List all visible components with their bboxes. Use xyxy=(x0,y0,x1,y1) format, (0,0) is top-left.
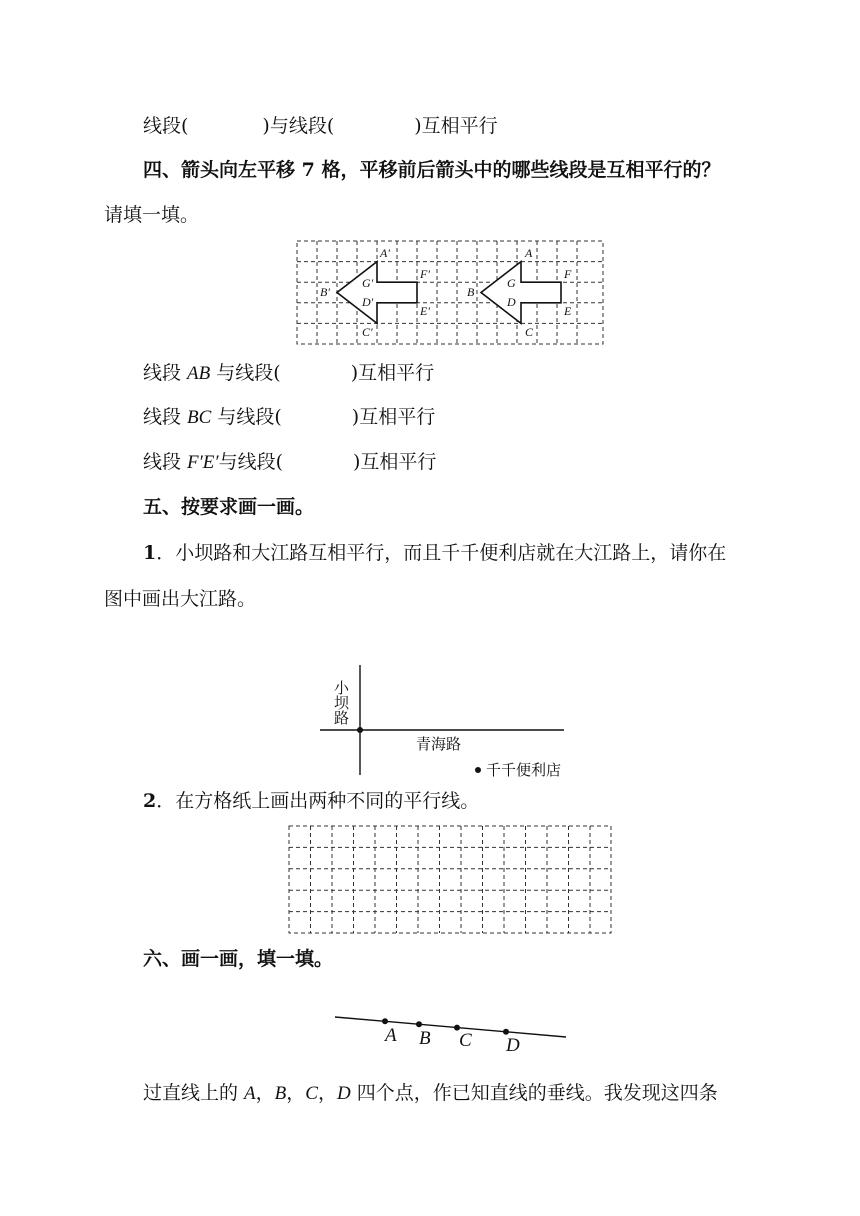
text-segment: )互相平行 xyxy=(414,115,498,137)
question-5-1-continuation: 图中画出大江路。 xyxy=(104,588,257,610)
label-a: A xyxy=(525,246,533,260)
label-a-prime: A′ xyxy=(380,246,390,260)
text-segment: )互相平行 xyxy=(350,362,435,384)
arrow-grid-figure xyxy=(296,240,606,346)
label-e-prime: E′ xyxy=(420,304,430,318)
segment-fe: F′E′ xyxy=(187,452,219,473)
item-number: 2 xyxy=(143,790,157,812)
label-b-prime: B′ xyxy=(320,285,330,299)
segment-bc: BC xyxy=(187,407,212,428)
label-f-prime: F′ xyxy=(420,267,430,281)
label-xiaoba-road: 小坝路 xyxy=(332,680,348,725)
text-segment: 与线段( xyxy=(211,406,282,428)
point-name: B xyxy=(274,1083,287,1104)
text-segment: )与线段( xyxy=(262,115,335,137)
text-segment: )互相平行 xyxy=(353,451,437,473)
label-point-c: C xyxy=(459,1030,472,1051)
label-qinghai-road: 青海路 xyxy=(416,735,462,753)
text-segment: 过直线上的 xyxy=(143,1082,245,1104)
question-6-title: 六、画一画，填一填。 xyxy=(143,948,334,970)
grid-paper xyxy=(288,825,613,935)
intersection-dot xyxy=(357,727,363,733)
point-a xyxy=(382,1018,388,1024)
point-name: C xyxy=(305,1083,318,1104)
label-d: D xyxy=(507,295,516,309)
text-segment: ， xyxy=(255,1082,275,1104)
segment-ab: AB xyxy=(187,363,211,384)
text-segment: 与线段( xyxy=(218,451,283,473)
label-b: B xyxy=(467,285,475,299)
question-5-2 xyxy=(143,792,479,811)
text-segment: 四个点，作已知直线的垂线。我发现这四条 xyxy=(350,1082,718,1104)
item-number: 1 xyxy=(143,542,157,564)
label-point-b: B xyxy=(419,1028,431,1049)
text-segment: 线段( xyxy=(143,115,189,137)
label-g: G xyxy=(507,276,516,290)
text-segment: 线段 xyxy=(143,362,188,384)
road-map-figure xyxy=(316,662,586,782)
point-d xyxy=(503,1029,509,1035)
point-name: A xyxy=(244,1083,256,1104)
point-name: D xyxy=(337,1083,351,1104)
left-arrow-shape xyxy=(337,262,417,324)
label-d-prime: D′ xyxy=(362,295,374,309)
question-6-text xyxy=(143,1084,718,1103)
text-segment: ， xyxy=(317,1082,337,1104)
fill-in-bc xyxy=(143,408,435,427)
fill-in-fe xyxy=(143,453,436,472)
point-b xyxy=(416,1021,422,1027)
label-store: 千千便利店 xyxy=(486,761,562,779)
question-4-title: 四、箭头向左平移 7 格，平移前后箭头中的哪些线段是互相平行的？ xyxy=(143,159,721,181)
label-f: F xyxy=(564,267,572,281)
label-point-a: A xyxy=(385,1025,397,1046)
question-5-1 xyxy=(143,544,726,563)
item-text: ．在方格纸上画出两种不同的平行线。 xyxy=(156,790,480,812)
label-point-d: D xyxy=(506,1035,520,1056)
question-4-continuation: 请填一填。 xyxy=(104,204,200,226)
store-dot xyxy=(475,767,481,773)
text-segment: 与线段( xyxy=(210,362,281,384)
blank-line-1 xyxy=(143,117,498,136)
right-arrow-shape xyxy=(481,262,561,324)
label-g-prime: G′ xyxy=(362,276,374,290)
given-line xyxy=(335,1017,566,1037)
item-text: ．小坝路和大江路互相平行，而且千千便利店就在大江路上，请你在 xyxy=(156,542,727,564)
label-e: E xyxy=(564,304,572,318)
text-segment: 线段 xyxy=(143,406,188,428)
label-c-prime: C′ xyxy=(362,325,373,339)
question-5-title: 五、按要求画一画。 xyxy=(143,496,315,518)
fill-in-ab xyxy=(143,364,434,383)
points-on-line-figure xyxy=(332,1004,572,1064)
text-segment: ， xyxy=(286,1082,306,1104)
text-segment: )互相平行 xyxy=(351,406,436,428)
label-c: C xyxy=(525,325,534,339)
text-segment: 线段 xyxy=(143,451,188,473)
